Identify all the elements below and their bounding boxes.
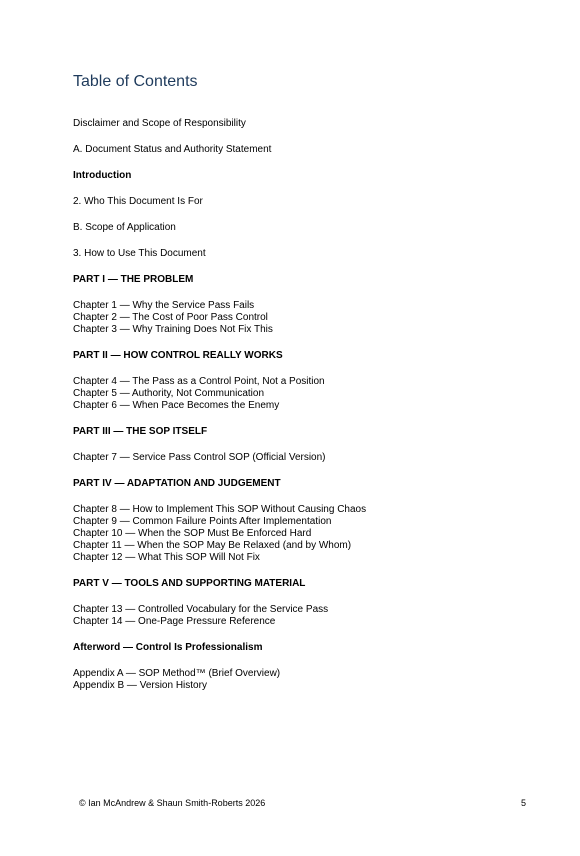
toc-entry[interactable]: B. Scope of Application bbox=[73, 222, 176, 233]
toc-part-heading[interactable]: PART II — HOW CONTROL REALLY WORKS bbox=[73, 350, 283, 361]
toc-entry[interactable]: A. Document Status and Authority Statement bbox=[73, 144, 272, 155]
toc-entry[interactable]: 2. Who This Document Is For bbox=[73, 196, 203, 207]
toc-part-heading[interactable]: PART IV — ADAPTATION AND JUDGEMENT bbox=[73, 478, 281, 489]
toc-part-heading[interactable]: PART III — THE SOP ITSELF bbox=[73, 426, 208, 437]
toc-chapter[interactable]: Chapter 9 — Common Failure Points After Implementation bbox=[73, 516, 332, 527]
toc-chapter[interactable]: Chapter 1 — Why the Service Pass Fails bbox=[73, 300, 255, 311]
toc-chapter[interactable]: Chapter 14 — One-Page Pressure Reference bbox=[73, 616, 276, 627]
toc-appendix[interactable]: Appendix A — SOP Method™ (Brief Overview) bbox=[73, 668, 281, 679]
toc-chapter[interactable]: Chapter 4 — The Pass as a Control Point, Not a Position bbox=[73, 376, 325, 387]
toc-chapter[interactable]: Chapter 7 — Service Pass Control SOP (Official Version) bbox=[73, 452, 326, 463]
toc-entry[interactable]: Disclaimer and Scope of Responsibility bbox=[73, 118, 246, 129]
toc-chapter[interactable]: Chapter 13 — Controlled Vocabulary for the Service Pass bbox=[73, 604, 329, 615]
toc-chapter[interactable]: Chapter 10 — When the SOP Must Be Enforced Hard bbox=[73, 528, 312, 539]
toc-part-heading[interactable]: PART V — TOOLS AND SUPPORTING MATERIAL bbox=[73, 578, 306, 589]
toc-chapter[interactable]: Chapter 2 — The Cost of Poor Pass Control bbox=[73, 312, 268, 323]
toc-chapter[interactable]: Chapter 11 — When the SOP May Be Relaxed (and by Whom) bbox=[73, 540, 352, 551]
toc-entry[interactable]: 3. How to Use This Document bbox=[73, 248, 206, 259]
toc-chapter[interactable]: Chapter 3 — Why Training Does Not Fix This bbox=[73, 324, 273, 335]
toc-section-heading[interactable]: Afterword — Control Is Professionalism bbox=[73, 642, 263, 653]
toc-chapter[interactable]: Chapter 12 — What This SOP Will Not Fix bbox=[73, 552, 260, 563]
page-title: Table of Contents bbox=[73, 73, 198, 90]
toc-part-heading[interactable]: PART I — THE PROBLEM bbox=[73, 274, 194, 285]
toc-chapter[interactable]: Chapter 5 — Authority, Not Communication bbox=[73, 388, 265, 399]
toc-list bbox=[73, 118, 513, 692]
toc-chapter[interactable]: Chapter 8 — How to Implement This SOP Without Causing Chaos bbox=[73, 504, 367, 515]
toc-chapter[interactable]: Chapter 6 — When Pace Becomes the Enemy bbox=[73, 400, 280, 411]
footer-copyright: © Ian McAndrew & Shaun Smith-Roberts 2026 bbox=[79, 798, 266, 808]
toc-appendix[interactable]: Appendix B — Version History bbox=[73, 680, 207, 691]
toc-section-heading[interactable]: Introduction bbox=[73, 170, 132, 181]
footer-page-number: 5 bbox=[521, 798, 527, 808]
